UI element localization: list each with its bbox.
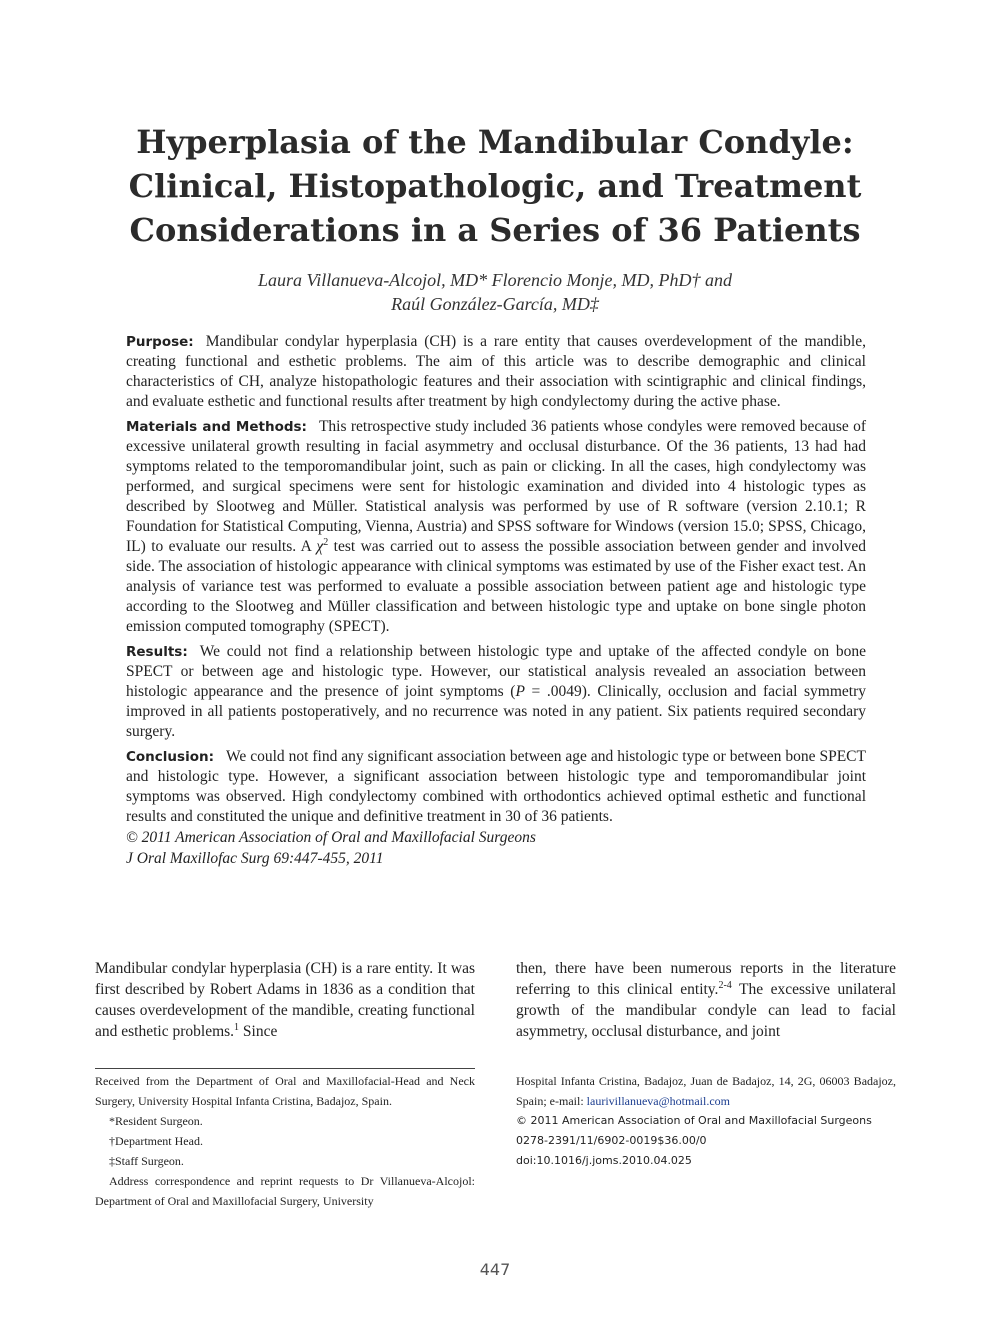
chi-symbol: χ [316, 538, 324, 555]
footnote-address-continued: Hospital Infanta Cristina, Badajoz, Juan de Badajoz, 14, 2G, 06003 Badajoz, Spain; e-mail: laurivillanueva@hotmail.com [516, 1074, 896, 1108]
footnote-head: †Department Head. [109, 1134, 203, 1148]
footnote-doi[interactable]: doi:10.1016/j.joms.2010.04.025 [516, 1154, 692, 1167]
footnote-received: Received from the Department of Oral and Maxillofacial-Head and Neck Surgery, University Hospital Infanta Cristina, Badajoz, Spain. [95, 1074, 475, 1108]
methods-label: Materials and Methods: [126, 419, 307, 435]
reference-link-1[interactable]: 1 [234, 1021, 240, 1033]
body-column-left [95, 958, 475, 1042]
abstract-conclusion [126, 747, 866, 827]
results-text-b: = .0049). Clinically, occlusion and facial symmetry improved in all patients postoperatively, and no recurrence was noted in any patient. Six patients required secondary surgery. [126, 683, 866, 740]
reference-link-2-4[interactable]: 2-4 [718, 979, 732, 991]
email-link[interactable]: laurivillanueva@hotmail.com [586, 1094, 730, 1108]
title-line-1: Hyperplasia of the Mandibular Condyle: [136, 123, 854, 161]
results-label: Results: [126, 644, 188, 660]
purpose-text: Mandibular condylar hyperplasia (CH) is a rare entity that causes overdevelopment of the mandible, creating functional and esthetic problems. The aim of this article was to describe demographic and clinical characteristics of CH, analyze histopathologic features and their association with scintigraphic and clinical findings, and evaluate esthetic and functional results after treatment by high condylectomy during the active phase. [126, 333, 866, 410]
footnote-issn: 0278-2391/11/6902-0019$36.00/0 [516, 1134, 707, 1147]
footnote-staff: ‡Staff Surgeon. [109, 1154, 184, 1168]
abstract-copyright: © 2011 American Association of Oral and Maxillofacial Surgeons [126, 829, 536, 846]
body-left-text: Mandibular condylar hyperplasia (CH) is a rare entity. It was first described by Robert Adams in 1836 as a condition that causes overdevelopment of the mandible, creating functional and esthetic problems. [95, 960, 475, 1040]
authors-line-2: Raúl González-García, MD‡ [391, 294, 599, 314]
body-paragraph-left [95, 958, 475, 1042]
footnotes-left [95, 1071, 475, 1211]
methods-text-a: This retrospective study included 36 patients whose condyles were removed because of excessive unilateral growth resulting in facial asymmetry and occlusal disturbance. Of the 36 patients, 13 had had symptoms related to the temporomandibular joint, such as pain or clicking. In all the cases, high condylectomy was performed, and surgical specimens were sent for histologic examination and divided into 4 histologic types as described by Slootweg and Müller. Statistical analysis was performed by use of R software (version 2.10.1; R Foundation for Statistical Computing, Vienna, Austria) and SPSS software for Windows (version 15.0; SPSS, Chicago, IL) to evaluate our results. A [126, 418, 867, 555]
footnote-resident: *Resident Surgeon. [109, 1114, 203, 1128]
purpose-label: Purpose: [126, 334, 194, 350]
article-title [95, 120, 895, 252]
conclusion-label: Conclusion: [126, 749, 214, 765]
abstract-purpose [126, 332, 866, 412]
conclusion-text: We could not find any significant association between age and histologic type or between bone SPECT and histologic type. However, a significant association between histologic type and temporomandibular joint symptoms was observed. High condylectomy combined with orthodontics achieved optimal esthetic and functional results and constituted the unique and definitive treatment in 30 of 36 patients. [126, 748, 866, 825]
footnote-address: Address correspondence and reprint requests to Dr Villanueva-Alcojol: Department of Oral and Maxillofacial Surgery, University [95, 1174, 475, 1208]
chi-superscript: 2 [323, 536, 329, 548]
page-number: 447 [479, 1260, 511, 1279]
footnote-copyright: © 2011 American Association of Oral and Maxillofacial Surgeons [516, 1114, 872, 1127]
p-value-symbol: P [515, 683, 525, 700]
body-left-tail: Since [239, 1023, 278, 1040]
body-column-right [516, 958, 896, 1042]
title-line-3: Considerations in a Series of 36 Patients [129, 211, 861, 249]
body-paragraph-right [516, 958, 896, 1042]
journal-citation: J Oral Maxillofac Surg 69:447-455, 2011 [126, 850, 384, 867]
title-line-2: Clinical, Histopathologic, and Treatment [128, 167, 862, 205]
abstract-results [126, 642, 866, 742]
results-text-a: We could not find a relationship between histologic type and uptake of the affected condyle on bone SPECT or between age and histologic type. However, our statistical analysis revealed an association between histologic appearance and the presence of joint symptoms ( [126, 643, 866, 700]
methods-text-b: test was carried out to assess the possible association between gender and involved side. The association of histologic appearance with clinical symptoms was estimated by use of the Fisher exact test. An analysis of variance test was performed to evaluate a possible association between patient age and histologic type according to the Slootweg and Müller classification and between histologic type and uptake on bone single photon emission computed tomography (SPECT). [126, 538, 866, 635]
abstract-methods [126, 417, 866, 637]
author-list [95, 268, 895, 316]
abstract [126, 332, 866, 869]
body-right-text-b: The excessive unilateral growth of the mandibular condyle can lead to facial asymmetry, occlusal disturbance, and joint [516, 981, 897, 1040]
footnotes-right [516, 1071, 896, 1171]
footnote-divider [95, 1068, 475, 1069]
body-right-text-a: then, there have been numerous reports in the literature referring to this clinical entity. [516, 960, 896, 998]
authors-line-1: Laura Villanueva-Alcojol, MD* Florencio Monje, MD, PhD† and [258, 270, 732, 290]
